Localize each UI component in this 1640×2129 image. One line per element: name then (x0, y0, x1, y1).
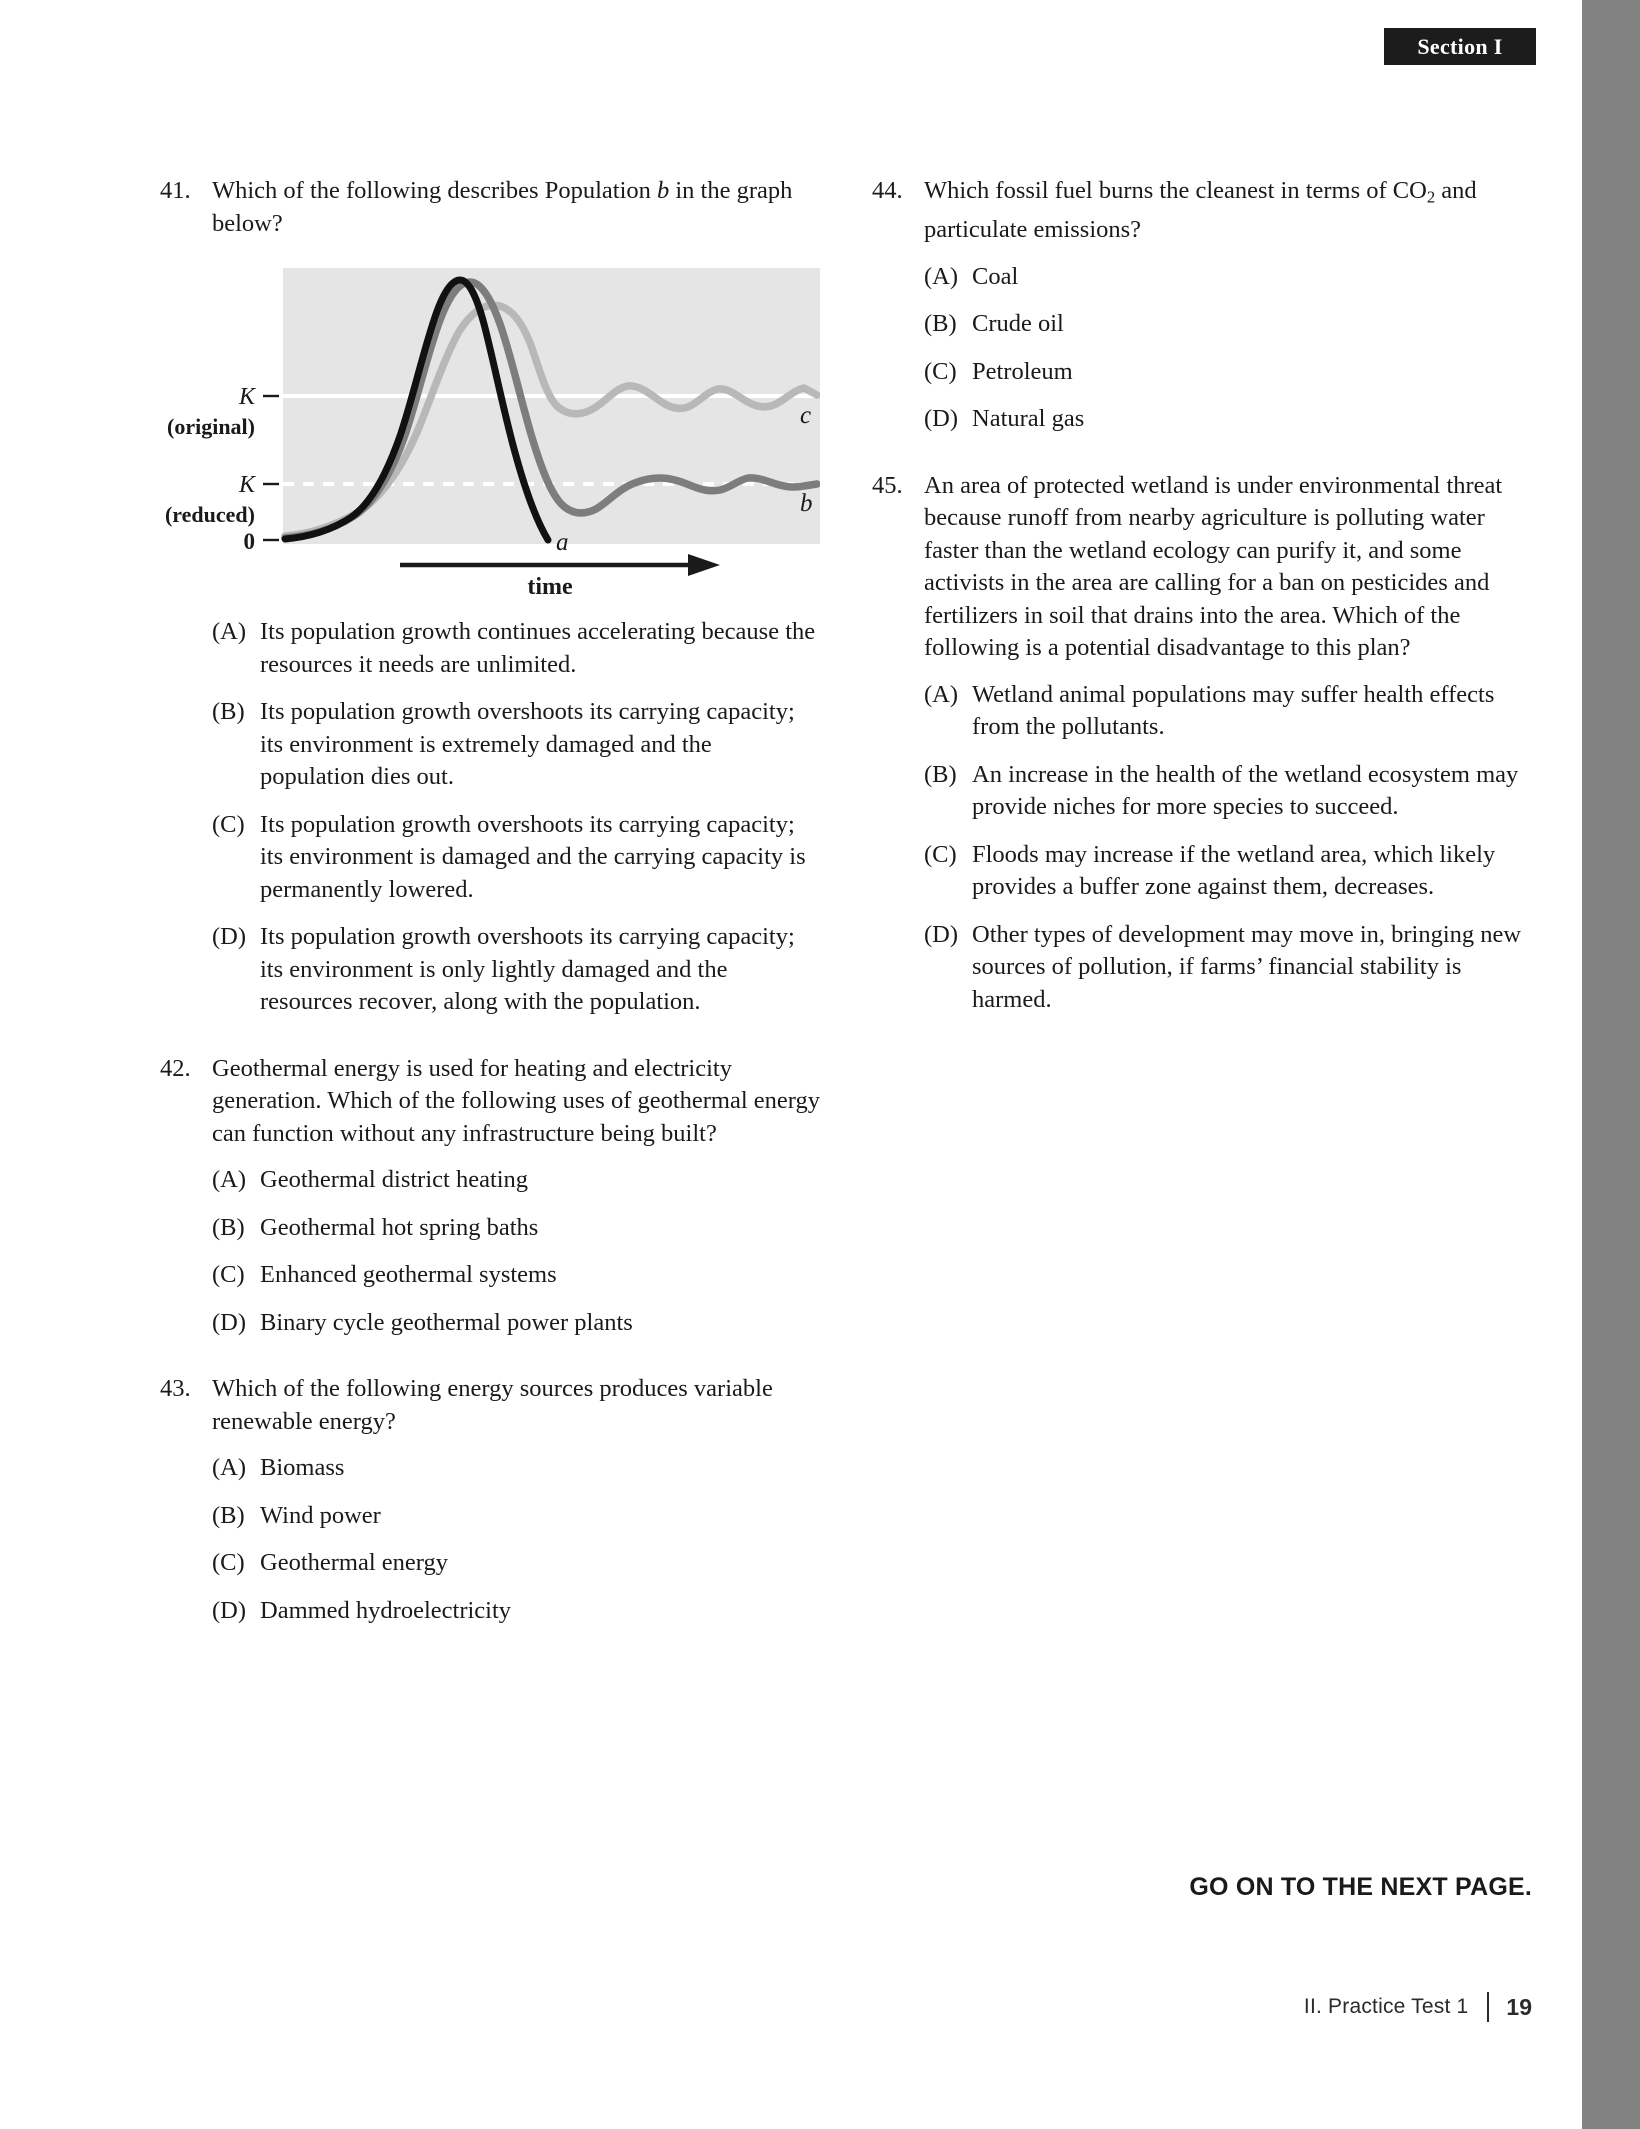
question-44-header (872, 175, 1532, 247)
question-41 (160, 175, 820, 1019)
q44-stem-suffix: and particulate emissions? (924, 177, 1477, 244)
option-letter: (C) (924, 840, 957, 868)
left-column (160, 175, 820, 1661)
footer-page-number: 19 (1506, 1993, 1532, 2020)
question-42-option-b[interactable] (160, 1212, 820, 1245)
option-text: Its population growth continues accelerating because the resources it needs are unlimited. (260, 618, 816, 678)
option-letter: (D) (924, 920, 959, 948)
option-letter: (B) (212, 698, 245, 725)
question-43-options (160, 1452, 820, 1627)
question-43 (160, 1373, 820, 1627)
option-letter: (A) (212, 618, 247, 645)
question-43-option-c[interactable] (160, 1547, 820, 1580)
go-on-notice: GO ON TO THE NEXT PAGE. (1189, 1873, 1532, 1901)
question-41-option-d[interactable] (160, 921, 820, 1019)
question-43-header (160, 1373, 820, 1438)
option-letter: (A) (924, 262, 959, 290)
question-44-option-a[interactable] (872, 261, 1532, 294)
option-text: Wind power (260, 1501, 381, 1529)
option-text: Geothermal hot spring baths (260, 1213, 539, 1241)
footer-part-label: II. Practice Test 1 (1303, 1995, 1469, 2018)
option-text: Dammed hydroelectricity (260, 1596, 512, 1624)
option-letter: (B) (924, 760, 957, 788)
question-41-options (160, 616, 820, 1019)
option-text: Biomass (260, 1454, 345, 1481)
question-42-option-c[interactable] (160, 1259, 820, 1292)
question-45-option-b[interactable] (872, 759, 1532, 824)
question-45-option-a[interactable] (872, 679, 1532, 744)
page-edge-bar (1582, 0, 1640, 2129)
question-45-options (872, 679, 1532, 1017)
question-44-stem (924, 175, 1532, 247)
k-reduced-sublabel: (reduced) (164, 502, 255, 527)
question-43-number: 43. (160, 1375, 191, 1402)
option-text: Binary cycle geothermal power plants (260, 1308, 633, 1336)
question-45-number: 45. (872, 471, 903, 499)
question-43-option-a[interactable] (160, 1452, 820, 1485)
option-text: Its population growth overshoots its carrying capacity; its environment is only lightly damaged and the resources recover, along with the population. (260, 923, 795, 1015)
q44-stem-subscript: 2 (1426, 187, 1436, 207)
footer-divider (1487, 1992, 1489, 2022)
option-text: Its population growth overshoots its carrying capacity; its environment is extremely damaged and the population dies out. (260, 698, 795, 790)
q41-stem-prefix: Which of the following describes Population (212, 177, 657, 204)
k-reduced-label: K (238, 472, 255, 498)
option-text: Coal (972, 262, 1019, 290)
question-44-options (872, 261, 1532, 436)
option-text: Other types of development may move in, bringing new sources of pollution, if farms’ financial stability is harmed. (972, 920, 1522, 1013)
option-text: Geothermal energy (260, 1549, 448, 1576)
time-axis-arrowhead (688, 554, 720, 576)
zero-label: 0 (243, 529, 255, 554)
k-original-sublabel: (original) (167, 414, 255, 439)
question-41-option-a[interactable] (160, 616, 820, 681)
question-41-header (160, 175, 820, 240)
option-letter: (D) (212, 1308, 247, 1336)
option-text: Natural gas (972, 405, 1085, 433)
option-letter: (C) (924, 357, 957, 385)
option-letter: (A) (212, 1454, 247, 1481)
question-42-option-d[interactable] (160, 1307, 820, 1340)
question-42 (160, 1053, 820, 1340)
option-text: Floods may increase if the wetland area, which likely provides a buffer zone against them, decreases. (972, 840, 1496, 901)
question-42-header (160, 1053, 820, 1151)
option-letter: (D) (212, 923, 247, 950)
question-45-option-d[interactable] (872, 919, 1532, 1017)
right-column (872, 175, 1532, 1050)
option-letter: (B) (212, 1213, 245, 1241)
question-43-stem: Which of the following energy sources produces variable renewable energy? (212, 1375, 773, 1435)
option-text: Its population growth overshoots its carrying capacity; its environment is damaged and the carrying capacity is permanently lowered. (260, 810, 806, 903)
question-41-option-c[interactable] (160, 809, 820, 907)
page-footer (0, 1992, 1532, 2022)
question-42-option-a[interactable] (160, 1164, 820, 1197)
k-original-label: K (238, 384, 255, 410)
question-43-option-d[interactable] (160, 1595, 820, 1628)
question-44-option-c[interactable] (872, 356, 1532, 389)
question-45-header (872, 470, 1532, 665)
question-44-option-d[interactable] (872, 403, 1532, 436)
question-44-number: 44. (872, 177, 903, 204)
q41-stem-italic: b (657, 177, 670, 204)
question-42-number: 42. (160, 1054, 191, 1082)
option-text: Enhanced geothermal systems (260, 1261, 557, 1288)
question-44 (872, 175, 1532, 436)
option-letter: (D) (924, 405, 959, 433)
option-letter: (C) (212, 1261, 245, 1288)
question-41-number: 41. (160, 177, 191, 204)
population-growth-figure (160, 268, 820, 598)
time-axis-label: time (527, 574, 573, 598)
option-letter: (B) (924, 310, 957, 338)
question-41-option-b[interactable] (160, 696, 820, 794)
option-text: Wetland animal populations may suffer health effects from the pollutants. (972, 680, 1495, 741)
q44-stem-prefix: Which fossil fuel burns the cleanest in terms of CO (924, 177, 1427, 204)
option-text: Geothermal district heating (260, 1166, 529, 1193)
section-badge: Section I (1384, 28, 1536, 65)
question-42-stem: Geothermal energy is used for heating and electricity generation. Which of the following uses of geothermal energy can function without any infrastructure being built? (212, 1054, 821, 1147)
question-42-options (160, 1164, 820, 1339)
question-41-stem (212, 175, 820, 240)
option-text: An increase in the health of the wetland ecosystem may provide niches for more species to succeed. (972, 760, 1519, 821)
question-45-stem: An area of protected wetland is under environmental threat because runoff from nearby agriculture is polluting water faster than the wetland ecology can purify it, and some activists in the area are calling for a ban on pesticides and fertilizers in soil that drains into the area. Which of the following is a potential disadvantage to this plan? (924, 471, 1503, 662)
option-letter: (D) (212, 1596, 247, 1624)
question-43-option-b[interactable] (160, 1500, 820, 1533)
option-letter: (A) (924, 680, 959, 708)
option-letter: (B) (212, 1501, 245, 1529)
curve-b-label: b (800, 490, 813, 517)
option-text: Petroleum (972, 357, 1073, 385)
curve-a-label: a (556, 529, 569, 556)
option-letter: (A) (212, 1166, 247, 1193)
population-growth-chart (160, 268, 820, 598)
question-45-option-c[interactable] (872, 839, 1532, 904)
q41-stem-suffix: in the graph below? (212, 177, 793, 237)
question-44-option-b[interactable] (872, 308, 1532, 341)
curve-c-label: c (800, 402, 812, 429)
option-text: Crude oil (972, 310, 1064, 338)
option-letter: (C) (212, 1549, 245, 1576)
question-45 (872, 470, 1532, 1017)
option-letter: (C) (212, 810, 245, 838)
